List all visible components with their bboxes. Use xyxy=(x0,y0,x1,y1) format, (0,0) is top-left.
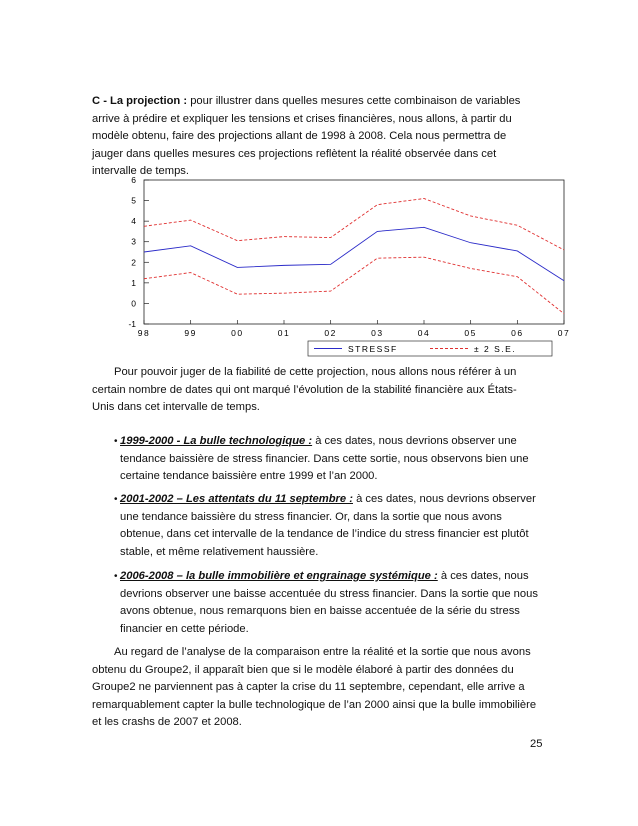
bullet-body: à ces dates, nous devrions observer une tendance baissière de stress financier. Dans cette sortie, nous observons bien une certaine tendance baissière entre 1999 et l’an 2000. xyxy=(120,435,529,483)
y-tick-label: 5 xyxy=(131,195,136,206)
x-tick-label: 02 xyxy=(324,328,337,338)
conclusion-paragraph: Au regard de l’analyse de la comparaison entre la réalité et la sortie que nous avons obtenu du Groupe2, il apparaît bien que si le modèle élaboré à partir des données du Groupe2 ne parviennent pas à capter la crise du 11 septembre, cependant, elle arrive a remarquablement capter la bulle technologique de l’an 2000 ainsi que la bulle immobilière et les crashs de 2007 et 2008. xyxy=(92,646,537,729)
section-c-text: pour illustrer dans quelles mesures cette combinaison de variables arrive à prédire et expliquer les tensions et crises financières, nous allons, à partir du modèle obtenu, faire des projections allant de 1998 à 2008. Cela nous permettra de jauger dans quelles mesures ces projections reflètent la réalité observée dans cet intervalle de temps. xyxy=(92,95,521,178)
bullet-text xyxy=(120,433,538,486)
bullet-title: 1999-2000 - La bulle technologique : xyxy=(120,435,313,447)
y-tick-label: 4 xyxy=(131,216,136,227)
plot-frame xyxy=(144,180,564,324)
x-tick-label: 06 xyxy=(511,328,524,338)
x-tick-label: 03 xyxy=(371,328,384,338)
bullet-body: à ces dates, nous devrions observer une tendance baissière du stress financier. Or, dans la sortie que nous avons obtenue, dans cet intervalle de la tendance de l’indice du stress financier est plutôt stable, et même relativement haussière. xyxy=(120,493,536,558)
section-c-paragraph xyxy=(92,93,538,181)
bullet-title: 2006-2008 – la bulle immobilière et engrainage systémique : xyxy=(120,570,438,582)
section-c-label: C - La projection : xyxy=(92,95,188,107)
x-tick-label: 98 xyxy=(137,328,151,338)
y-tick-label: 0 xyxy=(131,298,136,309)
legend xyxy=(308,341,552,356)
y-tick-label: -1 xyxy=(128,319,136,329)
y-tick-label: 2 xyxy=(131,257,136,268)
bullet-body: à ces dates, nous devrions observer une baisse accentuée du stress financier. Dans la sortie que nous avons obtenue, nous remarquons bien en baisse accentuée de la série du stress financier en cette période. xyxy=(120,570,538,635)
y-tick-label: 6 xyxy=(131,175,136,185)
x-tick-label: 99 xyxy=(184,328,197,338)
bullet-dot: • xyxy=(114,571,118,582)
x-tick-label: 00 xyxy=(231,328,244,338)
intro-paragraph: Pour pouvoir juger de la fiabilité de cette projection, nous allons nous référer à un certain nombre de dates qui ont marqué l’évolution de la stabilité financière aux États-Unis dans cet intervalle de temps. xyxy=(92,366,517,414)
bullet-text xyxy=(120,491,538,561)
bullet-dot: • xyxy=(114,494,118,505)
legend-se-label: ± 2 S.E. xyxy=(474,344,517,354)
y-tick-label: 1 xyxy=(131,277,136,288)
y-tick-label: 3 xyxy=(131,236,136,247)
legend-stressf-label: STRESSF xyxy=(348,344,398,354)
bullet-text xyxy=(120,568,538,638)
x-tick-label: 01 xyxy=(277,328,291,338)
page-number: 25 xyxy=(530,738,543,750)
x-tick-label: 07 xyxy=(557,328,571,338)
stress-projection-chart xyxy=(100,170,580,360)
bullet-title: 2001-2002 – Les attentats du 11 septembre : xyxy=(120,493,353,505)
bullet-dot: • xyxy=(114,436,118,447)
x-tick-label: 05 xyxy=(464,328,477,338)
x-tick-label: 04 xyxy=(417,328,431,338)
